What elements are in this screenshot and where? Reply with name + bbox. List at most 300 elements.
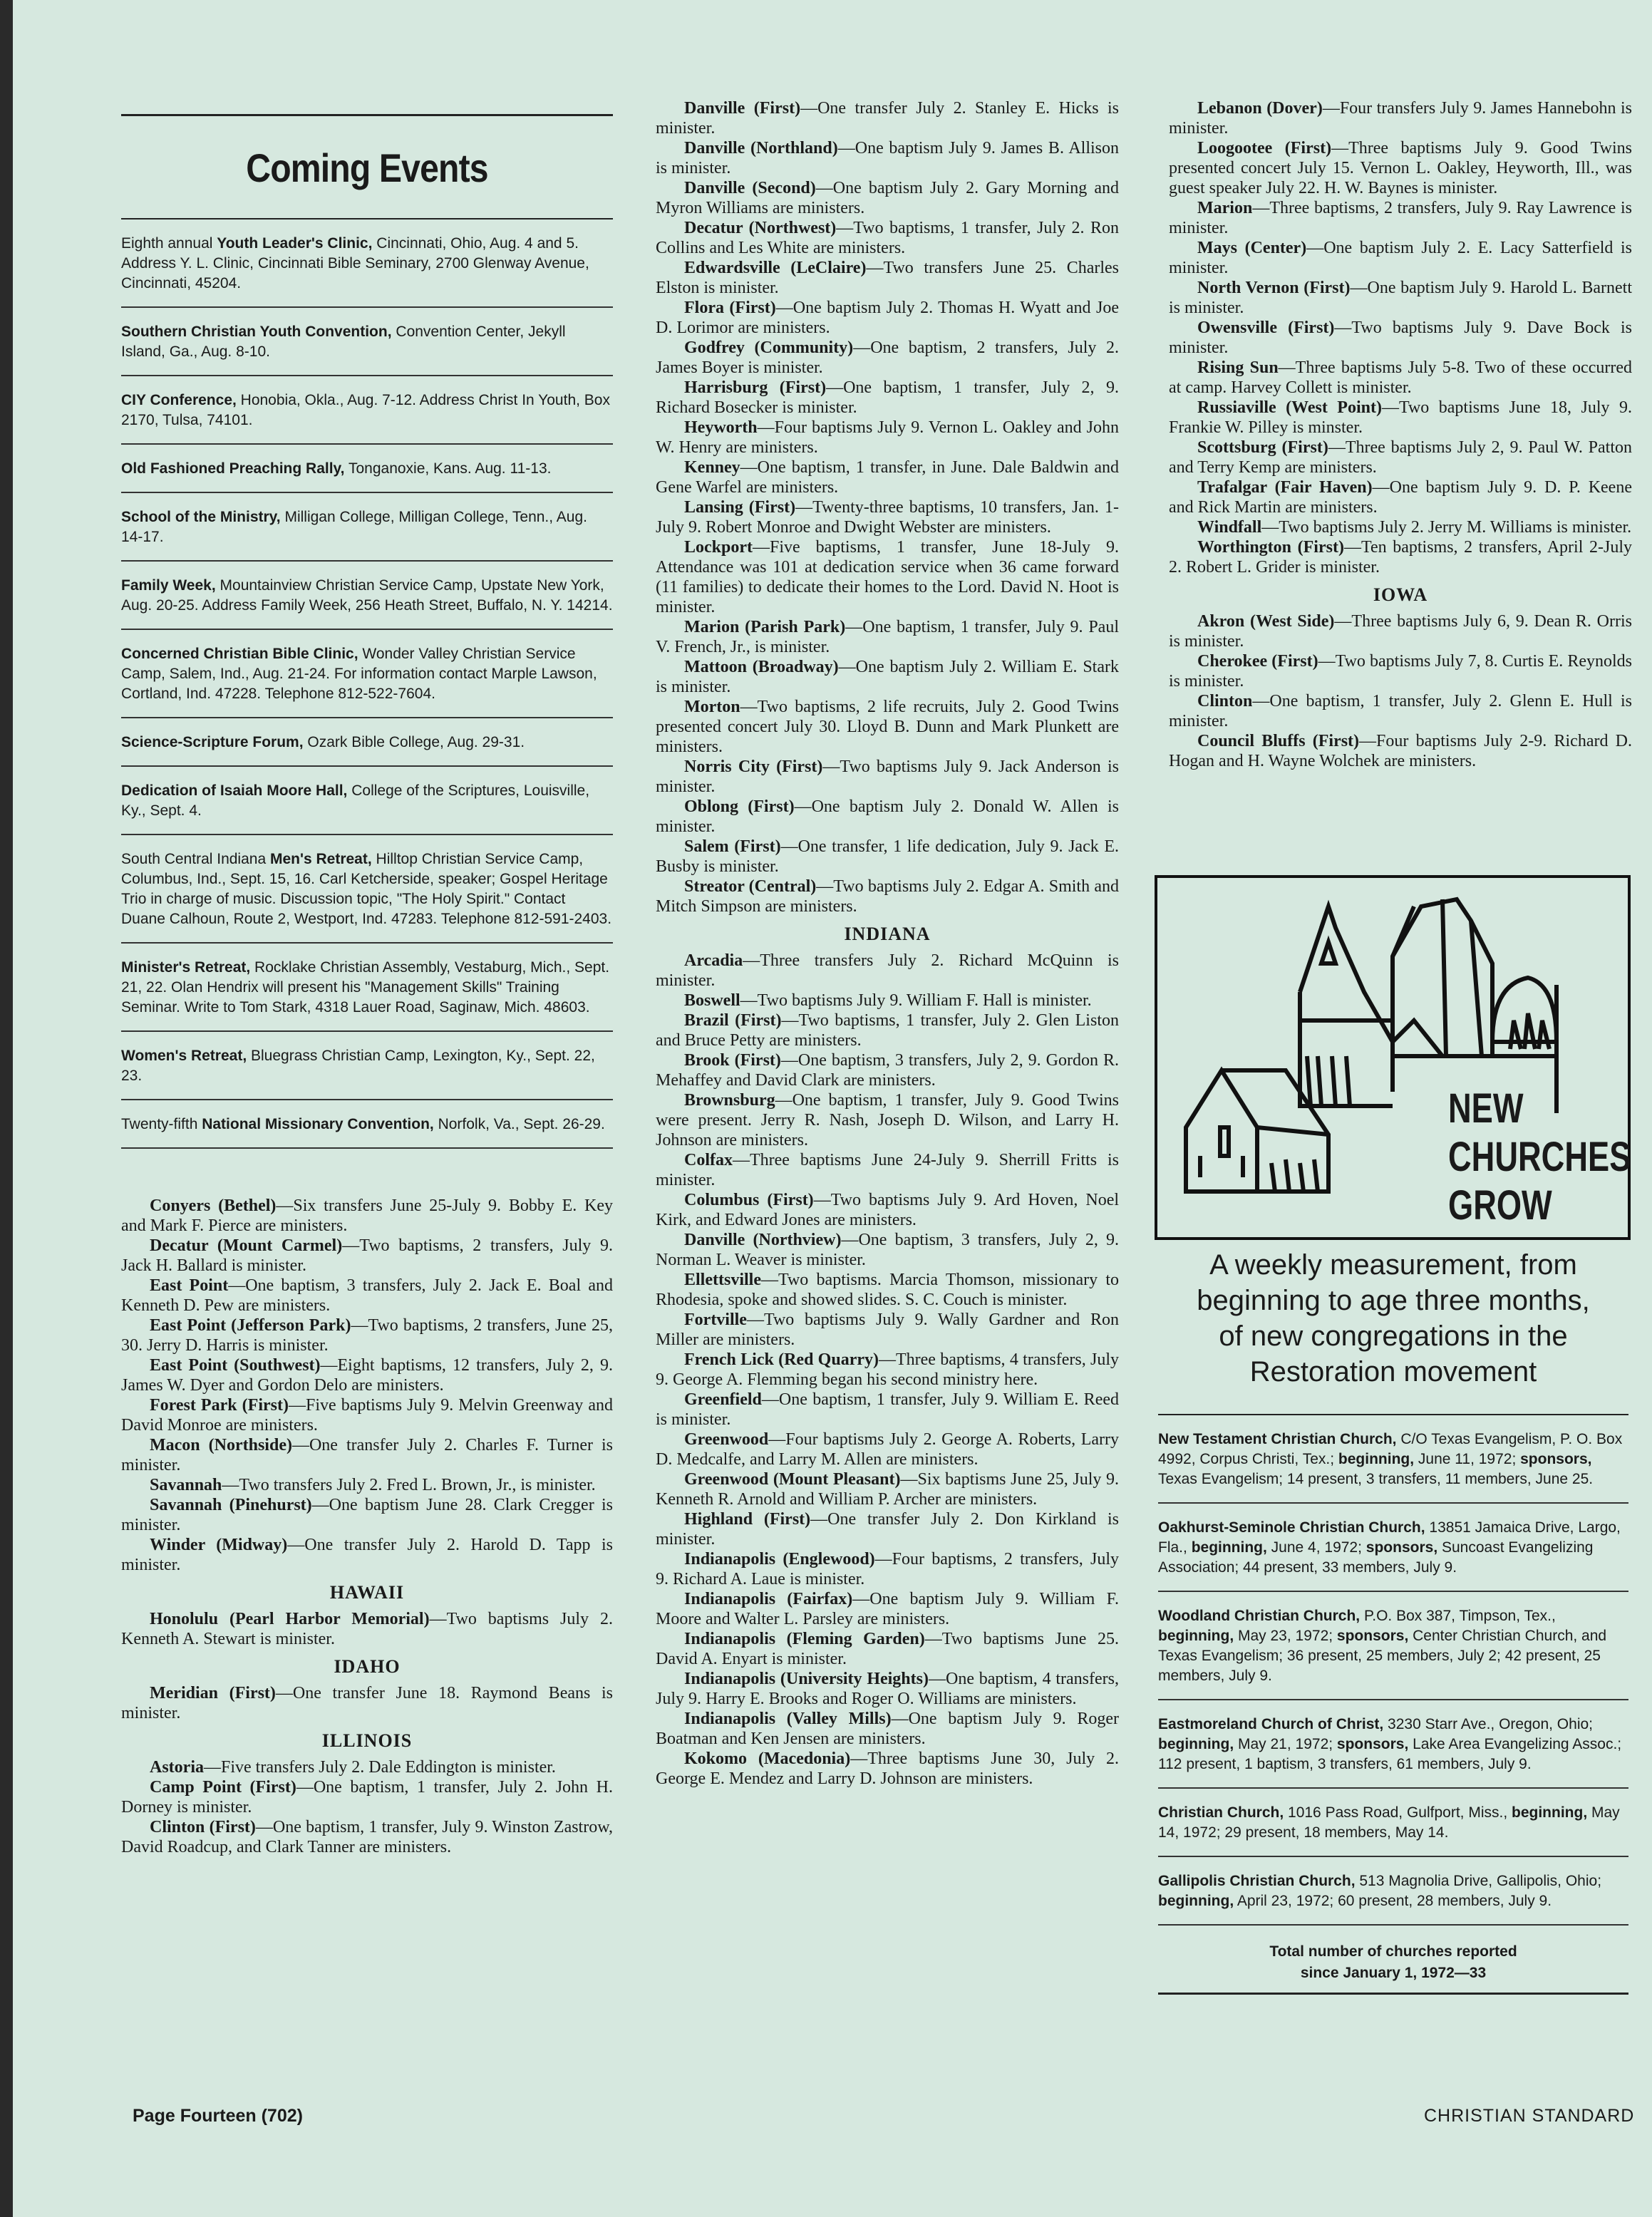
church-report xyxy=(121,1236,613,1276)
report-text: —Two baptisms July 2. Kenneth A. Stewart is minister. xyxy=(121,1610,613,1648)
event-prefix: Eighth annual xyxy=(121,235,217,252)
event-details: Norfolk, Va., Sept. 26-29. xyxy=(433,1116,605,1132)
report-text: —One baptism, 3 transfers, July 2, 9. Gordon R. Mehaffey and David Clark are ministers. xyxy=(656,1051,1119,1090)
report-text: —Two baptisms July 9. Jack Anderson is minister. xyxy=(656,758,1119,796)
church-name: Flora (First) xyxy=(684,299,776,317)
church-name: Harrisburg (First) xyxy=(684,378,827,397)
church-name: Danville (First) xyxy=(684,99,801,118)
report-text: —One transfer July 2. Stanley E. Hicks is minister. xyxy=(656,99,1119,138)
church-name: Morton xyxy=(684,698,740,716)
church-report xyxy=(656,298,1119,338)
event-prefix: South Central Indiana xyxy=(121,851,270,867)
church-reports-right xyxy=(1169,98,1632,771)
event-item xyxy=(121,630,613,718)
church-name: Arcadia xyxy=(684,951,743,970)
report-text: —One baptism, 1 transfer, July 9. William E. Reed is minister. xyxy=(656,1390,1119,1429)
report-text: —Four transfers July 9. James Hannebohn is minister. xyxy=(1169,99,1632,138)
event-details: Milligan College, Milligan College, Tenn., Aug. 14-17. xyxy=(121,509,587,545)
keyword: beginning, xyxy=(1338,1451,1415,1467)
new-church-stats: Lake Area Evangelizing Assoc.; 112 present, 1 baptism, 3 transfers, 61 members, July 9. xyxy=(1158,1736,1622,1772)
church-name: Indianapolis (Valley Mills) xyxy=(684,1710,892,1728)
church-report xyxy=(121,1196,613,1236)
event-item xyxy=(121,944,613,1032)
church-name: Greenwood (Mount Pleasant) xyxy=(684,1470,901,1489)
new-church-date: May 21, 1972; xyxy=(1234,1736,1337,1752)
new-church-entries xyxy=(1158,1415,1628,1926)
report-text: —Two transfers July 2. Fred L. Brown, Jr., is minister. xyxy=(222,1476,596,1494)
church-name: Highland (First) xyxy=(684,1510,811,1529)
new-church-address: 3230 Starr Ave., Oregon, Ohio; xyxy=(1383,1716,1594,1732)
report-text: —Three baptisms, 2 transfers, July 9. Ray Lawrence is minister. xyxy=(1169,199,1632,237)
top-rule xyxy=(121,114,613,116)
church-name: East Point xyxy=(150,1276,229,1295)
event-item xyxy=(121,308,613,376)
church-report xyxy=(1169,238,1632,278)
report-text: —Two baptisms June 25. David A. Enyart is minister. xyxy=(656,1630,1119,1668)
event-name: Women's Retreat, xyxy=(121,1048,247,1064)
new-church-name: Woodland Christian Church, xyxy=(1158,1608,1361,1624)
event-name: Concerned Christian Bible Clinic, xyxy=(121,646,358,662)
new-church-entry xyxy=(1158,1857,1628,1926)
report-text: —Five transfers July 2. Dale Eddington is minister. xyxy=(203,1758,556,1777)
church-report xyxy=(656,1669,1119,1709)
report-text: —Eight baptisms, 12 transfers, July 2, 9. James W. Dyer and Gordon Delo are ministers. xyxy=(121,1356,613,1395)
report-text: —Four baptisms July 2-9. Richard D. Hogan and H. Wayne Wolchek are ministers. xyxy=(1169,732,1632,770)
new-churches-grow-text: NEW CHURCHES GROW xyxy=(1448,1085,1631,1229)
report-text: —One transfer July 2. Charles F. Turner is minister. xyxy=(121,1436,614,1474)
church-name: Macon (Northside) xyxy=(150,1436,292,1454)
church-report xyxy=(656,697,1119,757)
church-name: Rising Sun xyxy=(1197,358,1279,377)
event-name: School of the Ministry, xyxy=(121,509,281,525)
church-reports-middle xyxy=(656,98,1119,1789)
church-report xyxy=(656,1749,1119,1789)
church-name: Camp Point (First) xyxy=(150,1778,296,1797)
church-report xyxy=(656,138,1119,178)
new-church-name: Eastmoreland Church of Christ, xyxy=(1158,1716,1384,1732)
church-reports-left xyxy=(121,1196,613,1857)
event-name: Men's Retreat, xyxy=(269,851,372,867)
page-binding-edge xyxy=(0,0,13,2217)
church-name: Clinton xyxy=(1197,692,1253,710)
report-text: —One baptism, 1 transfer, in June. Dale Baldwin and Gene Warfel are ministers. xyxy=(656,458,1119,497)
church-report xyxy=(656,258,1119,298)
event-name: National Missionary Convention, xyxy=(202,1116,434,1132)
new-church-date: April 23, 1972; 60 present, 28 members, July 9. xyxy=(1234,1893,1552,1909)
page-number: Page Fourteen (702) xyxy=(133,2106,303,2126)
report-text: —One baptism July 2. William E. Stark is minister. xyxy=(656,658,1119,696)
church-report xyxy=(656,1390,1119,1430)
church-report xyxy=(1169,278,1632,318)
report-text: —Two baptisms, 1 transfer, July 2. Glen Liston and Bruce Petty are ministers. xyxy=(656,1011,1119,1050)
new-church-name: Oakhurst-Seminole Christian Church, xyxy=(1158,1519,1425,1536)
church-name: Danville (Second) xyxy=(684,179,816,197)
church-report xyxy=(656,98,1119,138)
church-report xyxy=(1169,198,1632,238)
new-church-entry xyxy=(1158,1415,1628,1504)
report-text: —Five baptisms July 9. Melvin Greenway and David Monroe are ministers. xyxy=(121,1396,613,1435)
keyword: sponsors, xyxy=(1336,1628,1409,1644)
keyword: sponsors, xyxy=(1520,1451,1592,1467)
church-report xyxy=(656,991,1119,1011)
church-name: Meridian (First) xyxy=(150,1684,276,1702)
report-text: —One baptism July 2. Gary Morning and Myron Williams are ministers. xyxy=(656,179,1120,217)
report-text: —Two transfers June 25. Charles Elston is minister. xyxy=(656,259,1120,297)
event-details: Hilltop Christian Service Camp, Columbus, Ind., Sept. 15, 16. Carl Ketcherside, speaker; Gospel Heritage Trio in charge of music. Discussion topic, "The Holy Spirit." Contact Duane Calhoun, Route 2, Westport, Ind. 47283. Telephone 812-591-2403. xyxy=(121,851,612,927)
church-report xyxy=(656,338,1119,378)
report-text: —One baptism July 9. D. P. Keene and Rick Martin are ministers. xyxy=(1169,478,1632,517)
church-report xyxy=(121,1609,613,1649)
report-text: —Two baptisms July 9. Wally Gardner and Ron Miller are ministers. xyxy=(656,1311,1119,1349)
new-church-stats: Suncoast Evangelizing Association; 44 present, 33 members, July 9. xyxy=(1158,1539,1594,1576)
report-text: —Three baptisms June 24-July 9. Sherrill Fritts is minister. xyxy=(656,1151,1119,1189)
church-report xyxy=(121,1475,613,1495)
event-item xyxy=(121,493,613,562)
church-name: Greenfield xyxy=(684,1390,762,1409)
church-name: Savannah (Pinehurst) xyxy=(150,1496,312,1514)
church-report xyxy=(656,1629,1119,1669)
report-text: —Two baptisms July 7, 8. Curtis E. Reynolds is minister. xyxy=(1169,652,1632,691)
church-report xyxy=(1169,477,1632,517)
church-name: Norris City (First) xyxy=(684,758,823,776)
church-name: Winder (Midway) xyxy=(150,1536,288,1554)
church-report xyxy=(121,1355,613,1395)
event-name: Science-Scripture Forum, xyxy=(121,734,304,750)
church-report xyxy=(656,1310,1119,1350)
church-name: Decatur (Mount Carmel) xyxy=(150,1236,343,1255)
event-details: Rocklake Christian Assembly, Vestaburg, Mich., Sept. 21, 22. Olan Hendrix will present his "Management Skills" Training Seminar. Write to Tom Stark, 4318 Lauer Road, Saginaw, Mich. 48603. xyxy=(121,959,610,1016)
church-report xyxy=(1169,98,1632,138)
church-name: Greenwood xyxy=(684,1430,769,1449)
church-report xyxy=(121,1777,613,1817)
event-item xyxy=(121,1032,613,1100)
church-report xyxy=(1169,318,1632,358)
event-item xyxy=(121,835,613,944)
event-name: CIY Conference, xyxy=(121,392,237,408)
church-name: Fortville xyxy=(684,1311,747,1329)
keyword: beginning, xyxy=(1158,1736,1234,1752)
event-details: Bluegrass Christian Camp, Lexington, Ky., Sept. 22, 23. xyxy=(121,1048,595,1084)
church-report xyxy=(656,1430,1119,1469)
report-text: —One transfer, 1 life dedication, July 9. Jack E. Busby is minister. xyxy=(656,837,1119,876)
church-report xyxy=(121,1495,613,1535)
report-text: —Six transfers June 25-July 9. Bobby E. Key and Mark F. Pierce are ministers. xyxy=(121,1197,613,1235)
church-report xyxy=(1169,611,1632,651)
church-name: Lebanon (Dover) xyxy=(1197,99,1323,118)
church-name: Marion (Parish Park) xyxy=(684,618,846,636)
event-name: Dedication of Isaiah Moore Hall, xyxy=(121,782,348,799)
church-report xyxy=(121,1757,613,1777)
report-text: —One baptism, 4 transfers, July 9. Harry E. Brooks and Roger O. Williams are ministers. xyxy=(656,1670,1119,1708)
state-heading: INDIANA xyxy=(844,924,931,944)
church-name: French Lick (Red Quarry) xyxy=(684,1350,879,1369)
event-item xyxy=(121,562,613,630)
church-report xyxy=(656,1350,1119,1390)
report-text: —Two baptisms July 2. Jerry M. Williams is minister. xyxy=(1261,518,1632,537)
new-church-name: New Testament Christian Church, xyxy=(1158,1431,1397,1447)
event-item xyxy=(121,767,613,835)
church-report xyxy=(656,418,1119,458)
keyword: beginning, xyxy=(1158,1893,1234,1909)
church-name: Cherokee (First) xyxy=(1197,652,1318,671)
church-name: Marion xyxy=(1197,199,1253,217)
church-name: Conyers (Bethel) xyxy=(150,1197,277,1215)
new-church-address: 1016 Pass Road, Gulfport, Miss., xyxy=(1284,1804,1512,1821)
church-name: East Point (Southwest) xyxy=(150,1356,321,1375)
church-name: Indianapolis (Fleming Garden) xyxy=(684,1630,925,1648)
church-report xyxy=(656,797,1119,837)
church-report xyxy=(656,1011,1119,1050)
church-report xyxy=(1169,537,1632,577)
church-name: Godfrey (Community) xyxy=(684,339,854,357)
church-name: Forest Park (First) xyxy=(150,1396,289,1415)
report-text: —One baptism, 3 transfers, July 2, 9. Norman L. Weaver is minister. xyxy=(656,1231,1119,1269)
church-name: Boswell xyxy=(684,991,740,1010)
report-text: —Two baptisms June 18, July 9. Frankie W. Pilley is minster. xyxy=(1169,398,1632,437)
new-church-date: June 4, 1972; xyxy=(1266,1539,1366,1556)
church-report xyxy=(656,1589,1119,1629)
total-churches: Total number of churches reported since January 1, 1972—33 xyxy=(1269,1943,1517,1981)
new-church-entry xyxy=(1158,1700,1628,1789)
new-church-entry xyxy=(1158,1789,1628,1857)
report-text: —One transfer July 2. Harold D. Tapp is minister. xyxy=(121,1536,614,1574)
report-text: —Three transfers July 2. Richard McQuinn is minister. xyxy=(656,951,1119,990)
church-name: East Point (Jefferson Park) xyxy=(150,1316,351,1335)
church-name: Streator (Central) xyxy=(684,877,817,896)
church-name: Salem (First) xyxy=(684,837,781,856)
event-item xyxy=(121,718,613,767)
report-text: —Three baptisms, 4 transfers, July 9. George A. Flemming began his second ministry here. xyxy=(656,1350,1119,1389)
new-church-name: Christian Church, xyxy=(1158,1804,1284,1821)
church-name: Brazil (First) xyxy=(684,1011,782,1030)
church-report xyxy=(1169,438,1632,477)
church-report xyxy=(1169,731,1632,771)
church-report xyxy=(656,1469,1119,1509)
report-text: —Two baptisms July 2. Edgar A. Smith and Mitch Simpson are ministers. xyxy=(656,877,1119,916)
church-name: Astoria xyxy=(150,1758,204,1777)
church-name: Scottsburg (First) xyxy=(1197,438,1328,457)
event-details: Ozark Bible College, Aug. 29-31. xyxy=(303,734,525,750)
church-report xyxy=(656,178,1119,218)
event-details: Wonder Valley Christian Service Camp, Salem, Ind., Aug. 21-24. For information contact Marple Lawson, Cortland, Ind. 47228. Telephone 812-522-7604. xyxy=(121,646,597,702)
column-left xyxy=(121,0,613,1857)
report-text: —Four baptisms, 2 transfers, July 9. Richard A. Laue is minister. xyxy=(656,1550,1119,1588)
coming-events-title: Coming Events xyxy=(246,145,488,190)
report-text: —Two baptisms July 9. Ard Hoven, Noel Kirk, and Edward Jones are ministers. xyxy=(656,1191,1120,1229)
report-text: —Two baptisms, 2 transfers, July 9. Jack H. Ballard is minister. xyxy=(121,1236,613,1275)
church-report xyxy=(121,1316,613,1355)
event-name: Minister's Retreat, xyxy=(121,959,251,976)
report-text: —Five baptisms, 1 transfer, June 18-July 9. Attendance was 101 at dedication service when 36 came forward (11 families) to dedicate their homes to the Lord. David N. Hoot is minister. xyxy=(656,538,1119,616)
event-details: Convention Center, Jekyll Island, Ga., Aug. 8-10. xyxy=(121,324,566,360)
church-report xyxy=(1169,517,1632,537)
report-text: —One baptism June 28. Clark Cregger is minister. xyxy=(121,1496,613,1534)
church-report xyxy=(656,497,1119,537)
church-name: Kenney xyxy=(684,458,740,477)
church-name: Heyworth xyxy=(684,418,758,437)
church-name: Clinton (First) xyxy=(150,1818,256,1836)
publication-name: CHRISTIAN STANDARD xyxy=(1424,2106,1635,2126)
event-item xyxy=(121,1100,613,1149)
report-text: —One baptism July 2. Thomas H. Wyatt and Joe D. Lorimor are ministers. xyxy=(656,299,1119,337)
church-name: Akron (West Side) xyxy=(1197,612,1335,631)
church-report xyxy=(1169,651,1632,691)
church-report xyxy=(656,837,1119,877)
new-church-name: Gallipolis Christian Church, xyxy=(1158,1873,1356,1889)
church-report xyxy=(656,951,1119,991)
event-name: Southern Christian Youth Convention, xyxy=(121,324,392,340)
report-text: —One baptism, 1 transfer, July 2. Glenn E. Hull is minister. xyxy=(1169,692,1632,730)
church-report xyxy=(656,1190,1119,1230)
coming-events-list xyxy=(121,219,613,1149)
report-text: —One baptism, 2 transfers, July 2. James Boyer is minister. xyxy=(656,339,1119,377)
event-item xyxy=(121,219,613,308)
event-prefix: Twenty-fifth xyxy=(121,1116,202,1132)
report-text: —One baptism, 1 transfer, July 9. Paul V. French, Jr., is minister. xyxy=(656,618,1119,656)
new-church-date: June 11, 1972; xyxy=(1414,1451,1521,1467)
church-report xyxy=(656,458,1119,497)
report-text: —Two baptisms, 2 transfers, June 25, 30. Jerry D. Harris is minister. xyxy=(121,1316,613,1355)
report-text: —One baptism July 9. Harold L. Barnett is minister. xyxy=(1169,279,1632,317)
report-text: —One baptism, 1 transfer, July 9. Winston Zastrow, David Roadcup, and Clark Tanner are ministers. xyxy=(121,1818,613,1856)
report-text: —One baptism July 2. E. Lacy Satterfield is minister. xyxy=(1169,239,1632,277)
church-name: Trafalgar (Fair Haven) xyxy=(1197,478,1373,497)
church-name: Kokomo (Macedonia) xyxy=(684,1750,851,1768)
church-name: Danville (Northview) xyxy=(684,1231,842,1249)
church-report xyxy=(656,617,1119,657)
state-heading: IDAHO xyxy=(334,1656,401,1677)
event-details: Honobia, Okla., Aug. 7-12. Address Christ In Youth, Box 2170, Tulsa, 74101. xyxy=(121,392,610,428)
church-name: Brownsburg xyxy=(684,1091,775,1110)
report-text: —Twenty-three baptisms, 10 transfers, Jan. 1-July 9. Robert Monroe and Dwight Webster are ministers. xyxy=(656,498,1120,537)
church-name: Russiaville (West Point) xyxy=(1197,398,1382,417)
church-name: Columbus (First) xyxy=(684,1191,814,1209)
keyword: beginning, xyxy=(1512,1804,1588,1821)
new-church-date: May 23, 1972; xyxy=(1234,1628,1337,1644)
church-name: Indianapolis (University Heights) xyxy=(684,1670,929,1688)
church-report xyxy=(656,1509,1119,1549)
church-report xyxy=(656,1230,1119,1270)
report-text: —Four baptisms July 9. Vernon L. Oakley and John W. Henry are ministers. xyxy=(656,418,1119,457)
report-text: —Three baptisms July 5-8. Two of these occurred at camp. Harvey Collett is minister. xyxy=(1169,358,1632,397)
church-name: Council Bluffs (First) xyxy=(1197,732,1360,750)
church-name: Mattoon (Broadway) xyxy=(684,658,839,676)
event-name: Youth Leader's Clinic, xyxy=(217,235,373,252)
church-report xyxy=(121,1817,613,1857)
church-report xyxy=(121,1395,613,1435)
report-text: —Four baptisms July 2. George A. Roberts, Larry D. Medcalfe, and Larry M. Allen are ministers. xyxy=(656,1430,1119,1469)
new-church-address: C/O Texas Evangelism, P. O. Box 4992, Corpus Christi, Tex.; xyxy=(1158,1431,1623,1467)
new-churches-section xyxy=(1158,1247,1628,1995)
church-report xyxy=(656,1090,1119,1150)
new-church-address: 13851 Jamaica Drive, Largo, Fla., xyxy=(1158,1519,1621,1556)
church-name: Windfall xyxy=(1197,518,1262,537)
keyword: beginning, xyxy=(1191,1539,1267,1556)
event-details: Mountainview Christian Service Camp, Upstate New York, Aug. 20-25. Address Family Week, 256 Heath Street, Buffalo, N. Y. 14214. xyxy=(121,577,613,614)
report-text: —Two baptisms July 9. William F. Hall is minister. xyxy=(740,991,1092,1010)
church-report xyxy=(121,1535,613,1575)
report-text: —One baptism July 9. Roger Boatman and Ken Jensen are ministers. xyxy=(656,1710,1120,1748)
church-name: Indianapolis (Englewood) xyxy=(684,1550,875,1569)
tagline: A weekly measurement, from beginning to age three months, of new congregations in the Restoration movement xyxy=(1197,1249,1590,1387)
church-name: Honolulu (Pearl Harbor Memorial) xyxy=(150,1610,430,1628)
report-text: —Ten baptisms, 2 transfers, April 2-July 2. Robert L. Grider is minister. xyxy=(1169,538,1633,577)
report-text: —One baptism, 3 transfers, July 2. Jack E. Boal and Kenneth D. Pew are ministers. xyxy=(121,1276,613,1315)
report-text: —One baptism, 1 transfer, July 9. Good Twins were present. Jerry R. Nash, Joseph D. Wilson, and Larry H. Johnson are ministers. xyxy=(656,1091,1119,1149)
church-name: Colfax xyxy=(684,1151,733,1169)
church-report xyxy=(656,1549,1119,1589)
new-church-entry xyxy=(1158,1592,1628,1700)
event-details: Cincinnati, Ohio, Aug. 4 and 5. Address Y. L. Clinic, Cincinnati Bible Seminary, 2700 Glenway Avenue, Cincinnati, 45204. xyxy=(121,235,589,291)
report-text: —Three baptisms July 6, 9. Dean R. Orris is minister. xyxy=(1169,612,1632,651)
church-report xyxy=(121,1683,613,1723)
church-report xyxy=(121,1276,613,1316)
church-report xyxy=(656,1709,1119,1749)
new-churches-grow-logo xyxy=(1155,875,1631,1240)
event-item xyxy=(121,445,613,493)
report-text: —Two baptisms, 1 transfer, July 2. Ron Collins and Les White are ministers. xyxy=(656,219,1119,257)
new-church-date: May 14, 1972; 29 present, 18 members, May 14. xyxy=(1158,1804,1620,1841)
church-report xyxy=(1169,138,1632,198)
event-name: Old Fashioned Preaching Rally, xyxy=(121,460,345,477)
church-report xyxy=(121,1435,613,1475)
church-name: Indianapolis (Fairfax) xyxy=(684,1590,853,1608)
church-report xyxy=(656,537,1119,617)
report-text: —Two baptisms, 2 life recruits, July 2. Good Twins presented concert July 30. Lloyd B. Dunn and Mark Plunkett are ministers. xyxy=(656,698,1119,756)
church-report xyxy=(656,378,1119,418)
church-name: Savannah xyxy=(150,1476,222,1494)
church-report xyxy=(656,1050,1119,1090)
church-name: Owensville (First) xyxy=(1197,319,1335,337)
church-name: Decatur (Northwest) xyxy=(684,219,837,237)
report-text: —Three baptisms July 2, 9. Paul W. Patton and Terry Kemp are ministers. xyxy=(1169,438,1632,477)
event-details: College of the Scriptures, Louisville, Ky., Sept. 4. xyxy=(121,782,590,819)
state-heading: ILLINOIS xyxy=(321,1730,413,1751)
column-middle xyxy=(656,98,1119,1789)
church-name: Loogootee (First) xyxy=(1197,139,1332,157)
report-text: —One baptism, 1 transfer, July 2, 9. Richard Bosecker is minister. xyxy=(656,378,1119,417)
church-name: Edwardsville (LeClaire) xyxy=(684,259,867,277)
church-name: Danville (Northland) xyxy=(684,139,838,157)
church-name: Worthington (First) xyxy=(1197,538,1344,557)
report-text: —One baptism, 1 transfer, July 2. John H. Dorney is minister. xyxy=(121,1778,613,1817)
report-text: —One baptism July 2. Donald W. Allen is minister. xyxy=(656,797,1119,836)
church-report xyxy=(1169,691,1632,731)
report-text: —Six baptisms June 25, July 9. Kenneth R. Arnold and William P. Archer are ministers. xyxy=(656,1470,1120,1509)
report-text: —Three baptisms June 30, July 2. George E. Mendez and Larry D. Johnson are ministers. xyxy=(656,1750,1120,1788)
church-report xyxy=(1169,398,1632,438)
church-name: North Vernon (First) xyxy=(1197,279,1351,297)
report-text: —One transfer June 18. Raymond Beans is minister. xyxy=(121,1684,613,1722)
church-name: Oblong (First) xyxy=(684,797,795,816)
church-name: Mays (Center) xyxy=(1197,239,1307,257)
new-church-address: 513 Magnolia Drive, Gallipolis, Ohio; xyxy=(1355,1873,1602,1889)
new-church-stats: Center Christian Church, and Texas Evangelism; 36 present, 25 members, July 2; 42 present, 25 members, July 9. xyxy=(1158,1628,1607,1684)
state-heading: IOWA xyxy=(1373,584,1428,605)
church-report xyxy=(656,1270,1119,1310)
report-text: —One baptism July 9. William F. Moore and Walter L. Parsley are ministers. xyxy=(656,1590,1119,1628)
church-report xyxy=(1169,358,1632,398)
new-church-stats: Texas Evangelism; 14 present, 3 transfers, 11 members, June 25. xyxy=(1158,1471,1594,1487)
state-heading: HAWAII xyxy=(329,1582,405,1603)
church-report xyxy=(656,757,1119,797)
keyword: sponsors, xyxy=(1336,1736,1409,1752)
keyword: beginning, xyxy=(1158,1628,1234,1644)
column-right xyxy=(1169,98,1632,771)
report-text: —Two baptisms July 9. Dave Bock is minister. xyxy=(1169,319,1633,357)
keyword: sponsors, xyxy=(1366,1539,1438,1556)
church-report xyxy=(656,877,1119,916)
